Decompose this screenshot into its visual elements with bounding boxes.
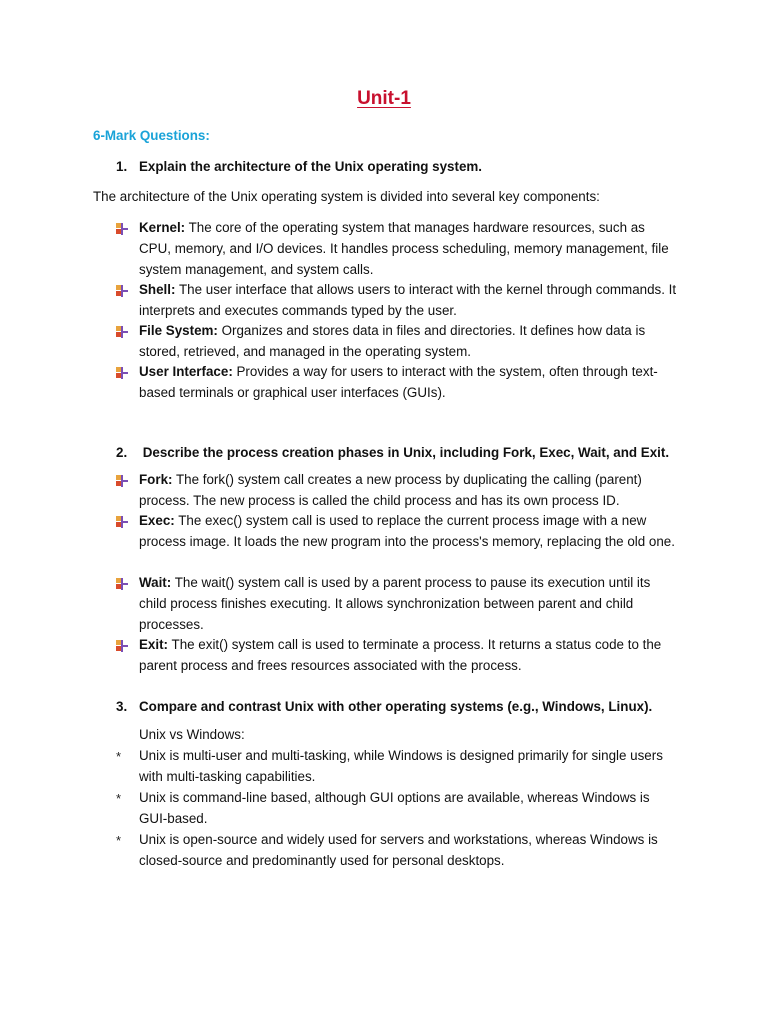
item-term: File System: bbox=[139, 323, 218, 338]
question-3 bbox=[116, 699, 652, 714]
item-term: Fork: bbox=[139, 472, 173, 487]
bullet-icon bbox=[115, 325, 129, 339]
question-text: Compare and contrast Unix with other operating systems (e.g., Windows, Linux). bbox=[139, 699, 653, 714]
question-number: 2. bbox=[116, 445, 128, 460]
item-term: Exit: bbox=[139, 637, 169, 652]
question-1 bbox=[116, 159, 482, 174]
item-text: The fork() system call creates a new process by duplicating the calling (parent) process. The new process is called the child process and has its own process ID. bbox=[139, 472, 642, 508]
list-item: Unix is command-line based, although GUI options are available, whereas Windows is GUI-based. bbox=[139, 790, 650, 826]
list-item bbox=[139, 635, 679, 677]
item-text: The user interface that allows users to interact with the kernel through commands. It interprets and executes commands typed by the user. bbox=[139, 282, 677, 318]
item-term: User Interface: bbox=[139, 364, 233, 379]
comparison-subheading: Unix vs Windows: bbox=[139, 727, 245, 742]
bullet-icon bbox=[115, 577, 129, 591]
list-item bbox=[139, 280, 679, 322]
item-term: Wait: bbox=[139, 575, 172, 590]
list-item bbox=[139, 511, 679, 553]
item-term: Shell: bbox=[139, 282, 176, 297]
bullet-icon bbox=[115, 474, 129, 488]
star-bullet: * bbox=[116, 833, 122, 848]
item-text: The exit() system call is used to terminate a process. It returns a status code to the parent process and frees resources associated with the process. bbox=[139, 637, 662, 673]
bullet-icon bbox=[115, 639, 129, 653]
section-heading: 6-Mark Questions: bbox=[93, 128, 210, 143]
list-item bbox=[139, 573, 679, 636]
question-number: 3. bbox=[116, 699, 128, 714]
list-item bbox=[139, 470, 679, 512]
bullet-icon bbox=[115, 366, 129, 380]
list-item bbox=[139, 321, 679, 363]
bullet-icon bbox=[115, 222, 129, 236]
star-bullet: * bbox=[116, 791, 122, 806]
list-item bbox=[139, 218, 679, 281]
item-text: The wait() system call is used by a parent process to pause its execution until its child process finishes executing. It allows synchronization between parent and child processes. bbox=[139, 575, 651, 632]
item-text: Organizes and stores data in files and directories. It defines how data is stored, retrieved, and managed in the operating system. bbox=[139, 323, 646, 359]
star-bullet: * bbox=[116, 749, 122, 764]
question-text: Describe the process creation phases in Unix, including Fork, Exec, Wait, and Exit. bbox=[139, 445, 670, 460]
item-term: Kernel: bbox=[139, 220, 186, 235]
list-item: Unix is open-source and widely used for servers and workstations, whereas Windows is closed-source and predominantly used for personal desktops. bbox=[139, 832, 658, 868]
question-2 bbox=[116, 445, 669, 460]
bullet-icon bbox=[115, 515, 129, 529]
item-text: Provides a way for users to interact with the system, often through text-based terminals or graphical user interfaces (GUIs). bbox=[139, 364, 658, 400]
question-number: 1. bbox=[116, 159, 128, 174]
bullet-icon bbox=[115, 284, 129, 298]
item-text: The exec() system call is used to replace the current process image with a new process image. It loads the new program into the process's memory, replacing the old one. bbox=[139, 513, 675, 549]
list-item: Unix is multi-user and multi-tasking, while Windows is designed primarily for single users with multi-tasking capabilities. bbox=[139, 748, 663, 784]
item-text: The core of the operating system that manages hardware resources, such as CPU, memory, and I/O devices. It handles process scheduling, memory management, file system management, and system calls. bbox=[139, 220, 669, 277]
intro-paragraph: The architecture of the Unix operating system is divided into several key components: bbox=[93, 189, 600, 204]
item-term: Exec: bbox=[139, 513, 175, 528]
page-title: Unit-1 bbox=[357, 88, 411, 109]
question-text: Explain the architecture of the Unix operating system. bbox=[139, 159, 483, 174]
list-item bbox=[139, 362, 679, 404]
